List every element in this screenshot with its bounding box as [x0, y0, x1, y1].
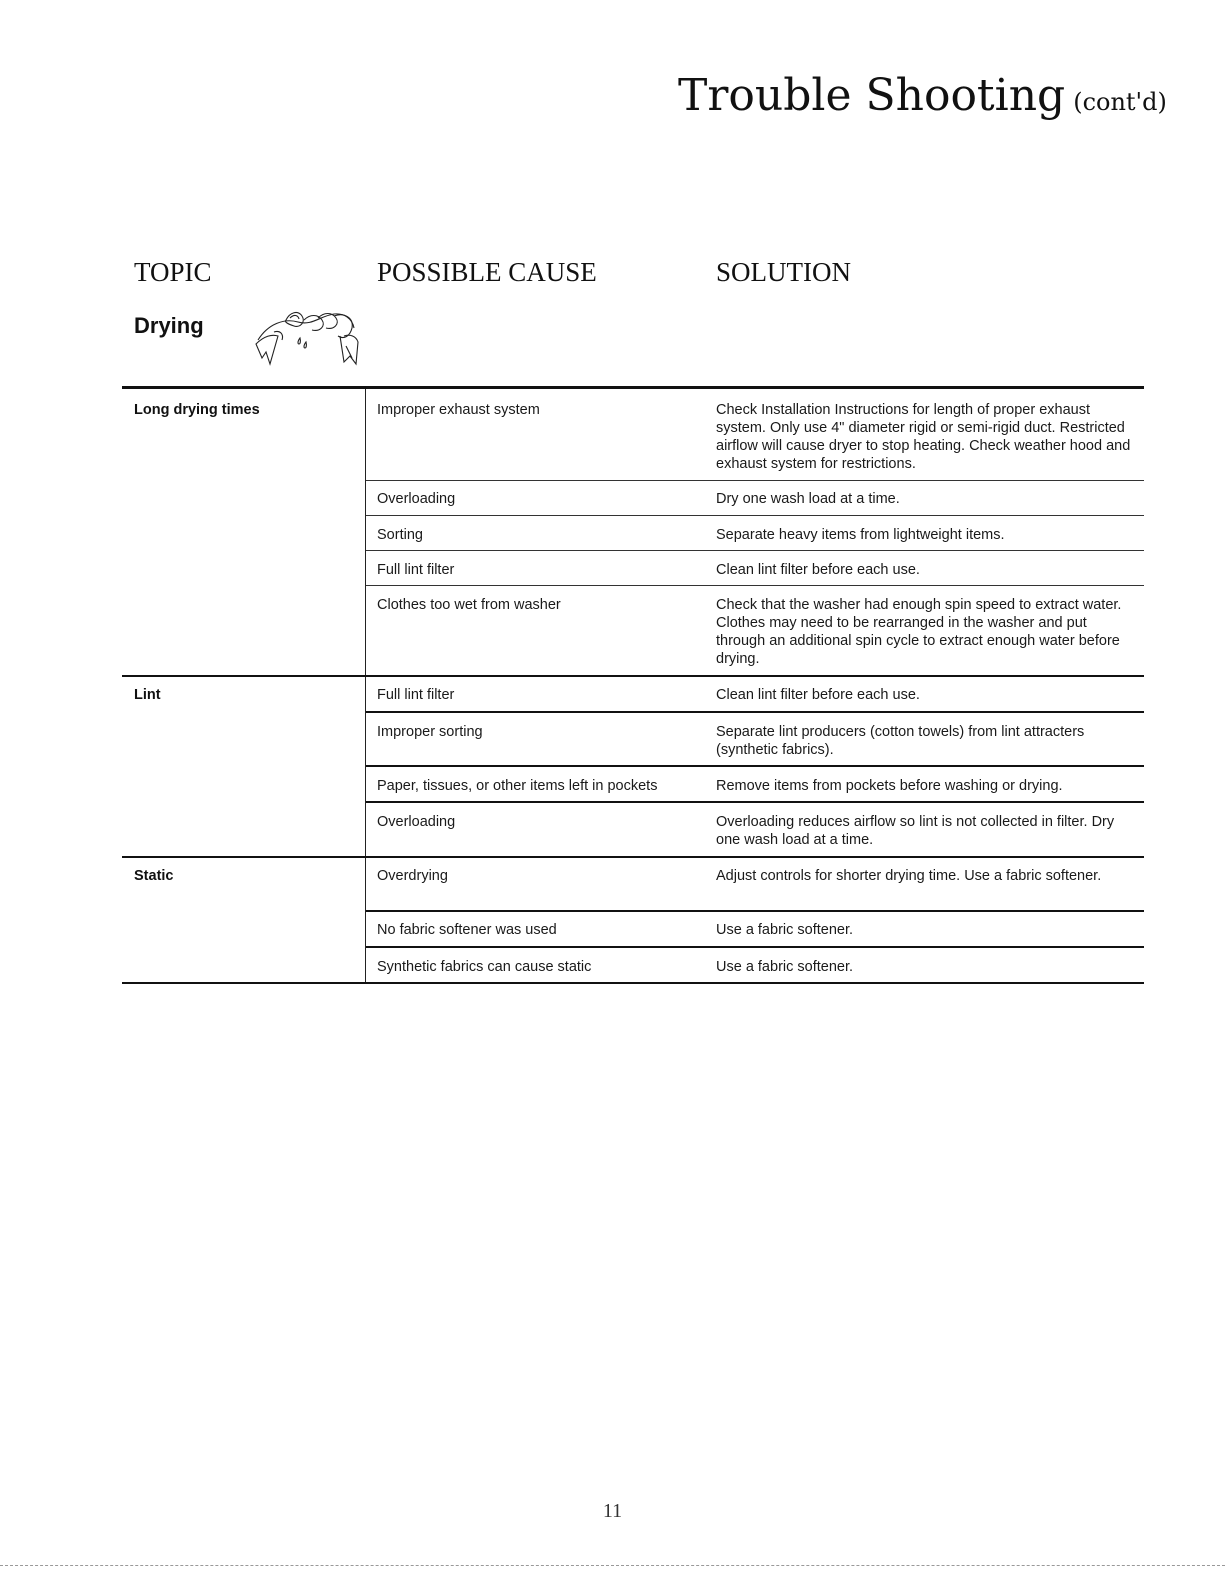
column-header-cause: POSSIBLE CAUSE — [377, 257, 597, 287]
group-divider — [122, 856, 1144, 858]
cause-cell: No fabric softener was used — [377, 922, 557, 938]
column-header-solution: SOLUTION — [716, 257, 851, 287]
solution-cell: Remove items from pockets before washing or drying. — [716, 778, 1063, 794]
table-top-rule — [122, 386, 1144, 389]
cause-cell: Full lint filter — [377, 687, 455, 703]
cause-cell: Overloading — [377, 491, 456, 507]
solution-cell: Clean lint filter before each use. — [716, 562, 920, 578]
group-divider — [122, 675, 1144, 677]
row-divider — [366, 946, 1144, 948]
cause-cell: Synthetic fabrics can cause static — [377, 959, 592, 975]
topic-static: Static — [134, 868, 174, 884]
row-divider — [366, 765, 1144, 767]
row-divider — [366, 550, 1144, 551]
solution-cell: Clean lint filter before each use. — [716, 687, 920, 703]
solution-cell: Separate lint producers (cotton towels) from lint attracters (synthetic fabrics). — [716, 724, 1085, 758]
page-title — [678, 70, 1167, 128]
solution-cell: Use a fabric softener. — [716, 922, 854, 938]
row-divider — [366, 585, 1144, 586]
solution-cell: Adjust controls for shorter drying time. Use a fabric softener. — [716, 868, 1102, 884]
topic-lint: Lint — [134, 687, 161, 703]
cause-cell: Clothes too wet from washer — [377, 597, 561, 613]
column-divider — [365, 389, 366, 983]
solution-cell: Use a fabric softener. — [716, 959, 854, 975]
cause-cell: Sorting — [377, 527, 423, 543]
column-header-topic: TOPIC — [134, 257, 212, 287]
cause-cell: Paper, tissues, or other items left in pockets — [377, 778, 658, 794]
page-title-text: Trouble Shooting — [678, 70, 1066, 121]
solution-cell: Check Installation Instructions for length of proper exhaust system. Only use 4" diameter rigid or semi-rigid duct. Restricted airflow will cause dryer to stop heating. Check weather hood and exhaust system for restrictions. — [716, 402, 1131, 472]
row-divider — [366, 910, 1144, 912]
page-number: 11 — [602, 1500, 623, 1522]
row-divider — [366, 480, 1144, 481]
cause-cell: Improper sorting — [377, 724, 483, 740]
footer-scan-line — [0, 1565, 1225, 1567]
section-label: Drying — [134, 313, 204, 338]
cause-cell: Full lint filter — [377, 562, 455, 578]
row-divider — [366, 801, 1144, 803]
cause-cell: Overloading — [377, 814, 456, 830]
row-divider — [366, 711, 1144, 713]
topic-long-drying-times: Long drying times — [134, 402, 260, 418]
twisted-towel-icon — [254, 306, 362, 368]
page-title-contd: (cont'd) — [1073, 88, 1167, 116]
solution-cell: Check that the washer had enough spin speed to extract water. Clothes may need to be rearranged in the washer and put through an additional spin cycle to extract enough water before drying. — [716, 597, 1122, 667]
cause-cell: Overdrying — [377, 868, 448, 884]
solution-cell: Overloading reduces airflow so lint is not collected in filter. Dry one wash load at a time. — [716, 814, 1115, 848]
cause-cell: Improper exhaust system — [377, 402, 540, 418]
row-divider — [366, 515, 1144, 516]
solution-cell: Separate heavy items from lightweight items. — [716, 527, 1005, 543]
table-bottom-rule — [122, 982, 1144, 984]
solution-cell: Dry one wash load at a time. — [716, 491, 900, 507]
